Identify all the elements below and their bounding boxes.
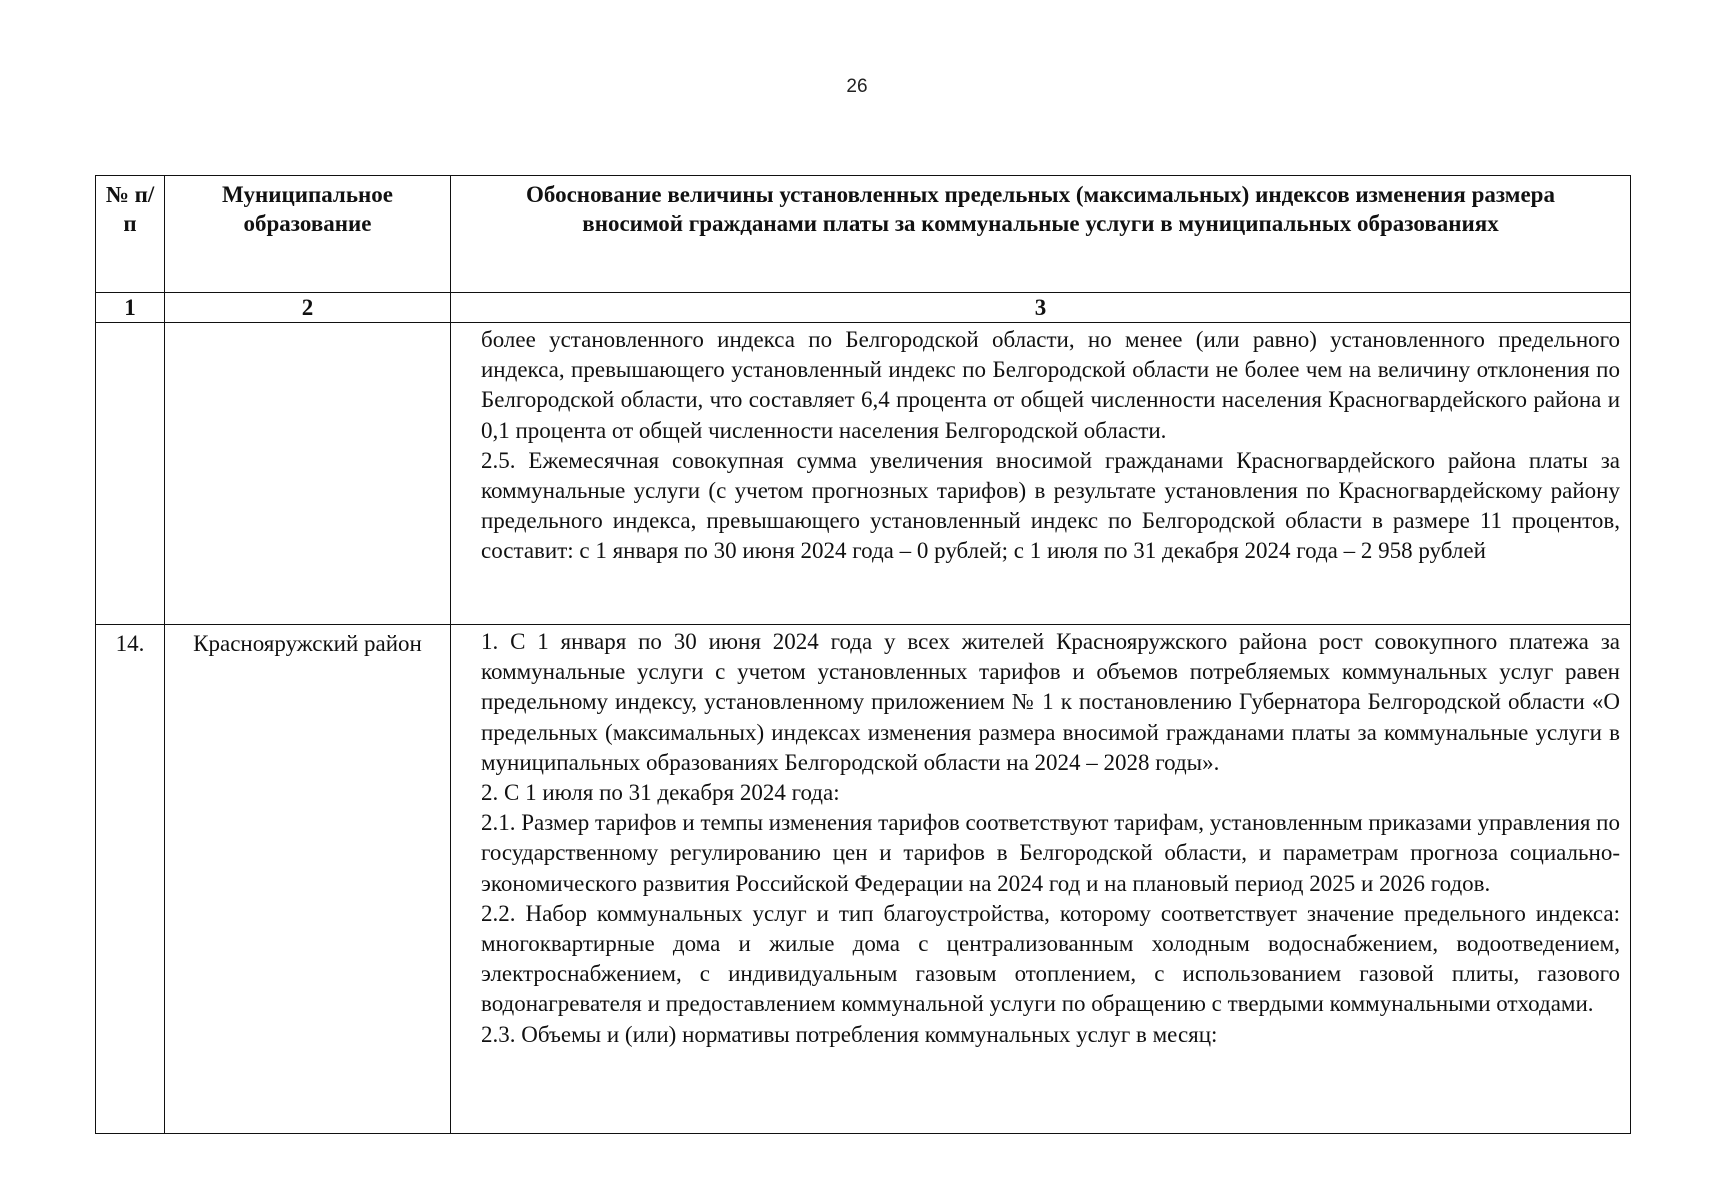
header-municipality: Муниципальное образование [165, 176, 451, 293]
header-row [96, 176, 1631, 293]
row-number: 14. [96, 625, 165, 1134]
paragraph: более установленного индекса по Белгородской области, но менее (или равно) установленного предельного индекса, превышающего установленный индекс по Белгородской области не более чем на величину отклонения по Белгородской области, что составляет 6,4 процента от общей численности населения Красногвардейского района и 0,1 процента от общей численности населения Белгородской области. [481, 327, 1620, 443]
column-number: 3 [451, 293, 1631, 323]
header-justification: Обоснование величины установленных предельных (максимальных) индексов изменения размера вносимой гражданами платы за коммунальные услуги в муниципальных образованиях [451, 176, 1631, 293]
row-number [96, 323, 165, 625]
column-number-row [96, 293, 1631, 323]
row-justification [451, 323, 1631, 625]
header-num: № п/п [96, 176, 165, 293]
paragraph: 2.1. Размер тарифов и темпы изменения тарифов соответствуют тарифам, установленным приказами управления по государственному регулированию цен и тарифов в Белгородской области, и параметрам прогноза социально-экономического развития Российской Федерации на 2024 год и на плановый период 2025 и 2026 годов. [481, 810, 1620, 896]
table-row [96, 625, 1631, 1134]
paragraph: 2.2. Набор коммунальных услуг и тип благоустройства, которому соответствует значение предельного индекса: многоквартирные дома и жилые дома с централизованным холодным водоснабжением, водоотведением, электроснабжением, с индивидуальным газовым отоплением, с использованием газовой плиты, газового водонагревателя и предоставлением коммунальной услуги по обращению с твердыми коммунальными отходами. [481, 900, 1620, 1017]
paragraph: 1. С 1 января по 30 июня 2024 года у всех жителей Краснояружского района рост совокупного платежа за коммунальные услуги с учетом установленных тарифов и объемов потребляемых коммунальных услуг равен предельному индексу, установленному приложением № 1 к постановлению Губернатора Белгородской области «О предельных (максимальных) индексах изменения размера вносимой гражданами платы за коммунальные услуги в муниципальных образованиях Белгородской области на 2024 – 2028 годы». [481, 629, 1620, 775]
justification-table [95, 175, 1631, 1134]
page-number: 26 [846, 76, 868, 97]
row-justification [451, 625, 1631, 1134]
row-municipality: Краснояружский район [165, 625, 451, 1134]
paragraph: 2. С 1 июля по 31 декабря 2024 года: [481, 780, 840, 806]
row-municipality [165, 323, 451, 625]
paragraph: 2.5. Ежемесячная совокупная сумма увеличения вносимой гражданами Красногвардейского района платы за коммунальные услуги (с учетом прогнозных тарифов) в результате установления по Красногвардейскому району предельного индекса, превышающего установленный индекс по Белгородской области в размере 11 процентов, составит: с 1 января по 30 июня 2024 года – 0 рублей; с 1 июля по 31 декабря 2024 года – 2 958 рублей [481, 447, 1620, 564]
column-number: 2 [165, 293, 451, 323]
table-row [96, 323, 1631, 625]
paragraph: 2.3. Объемы и (или) нормативы потребления коммунальных услуг в месяц: [481, 1021, 1218, 1047]
column-number: 1 [96, 293, 165, 323]
